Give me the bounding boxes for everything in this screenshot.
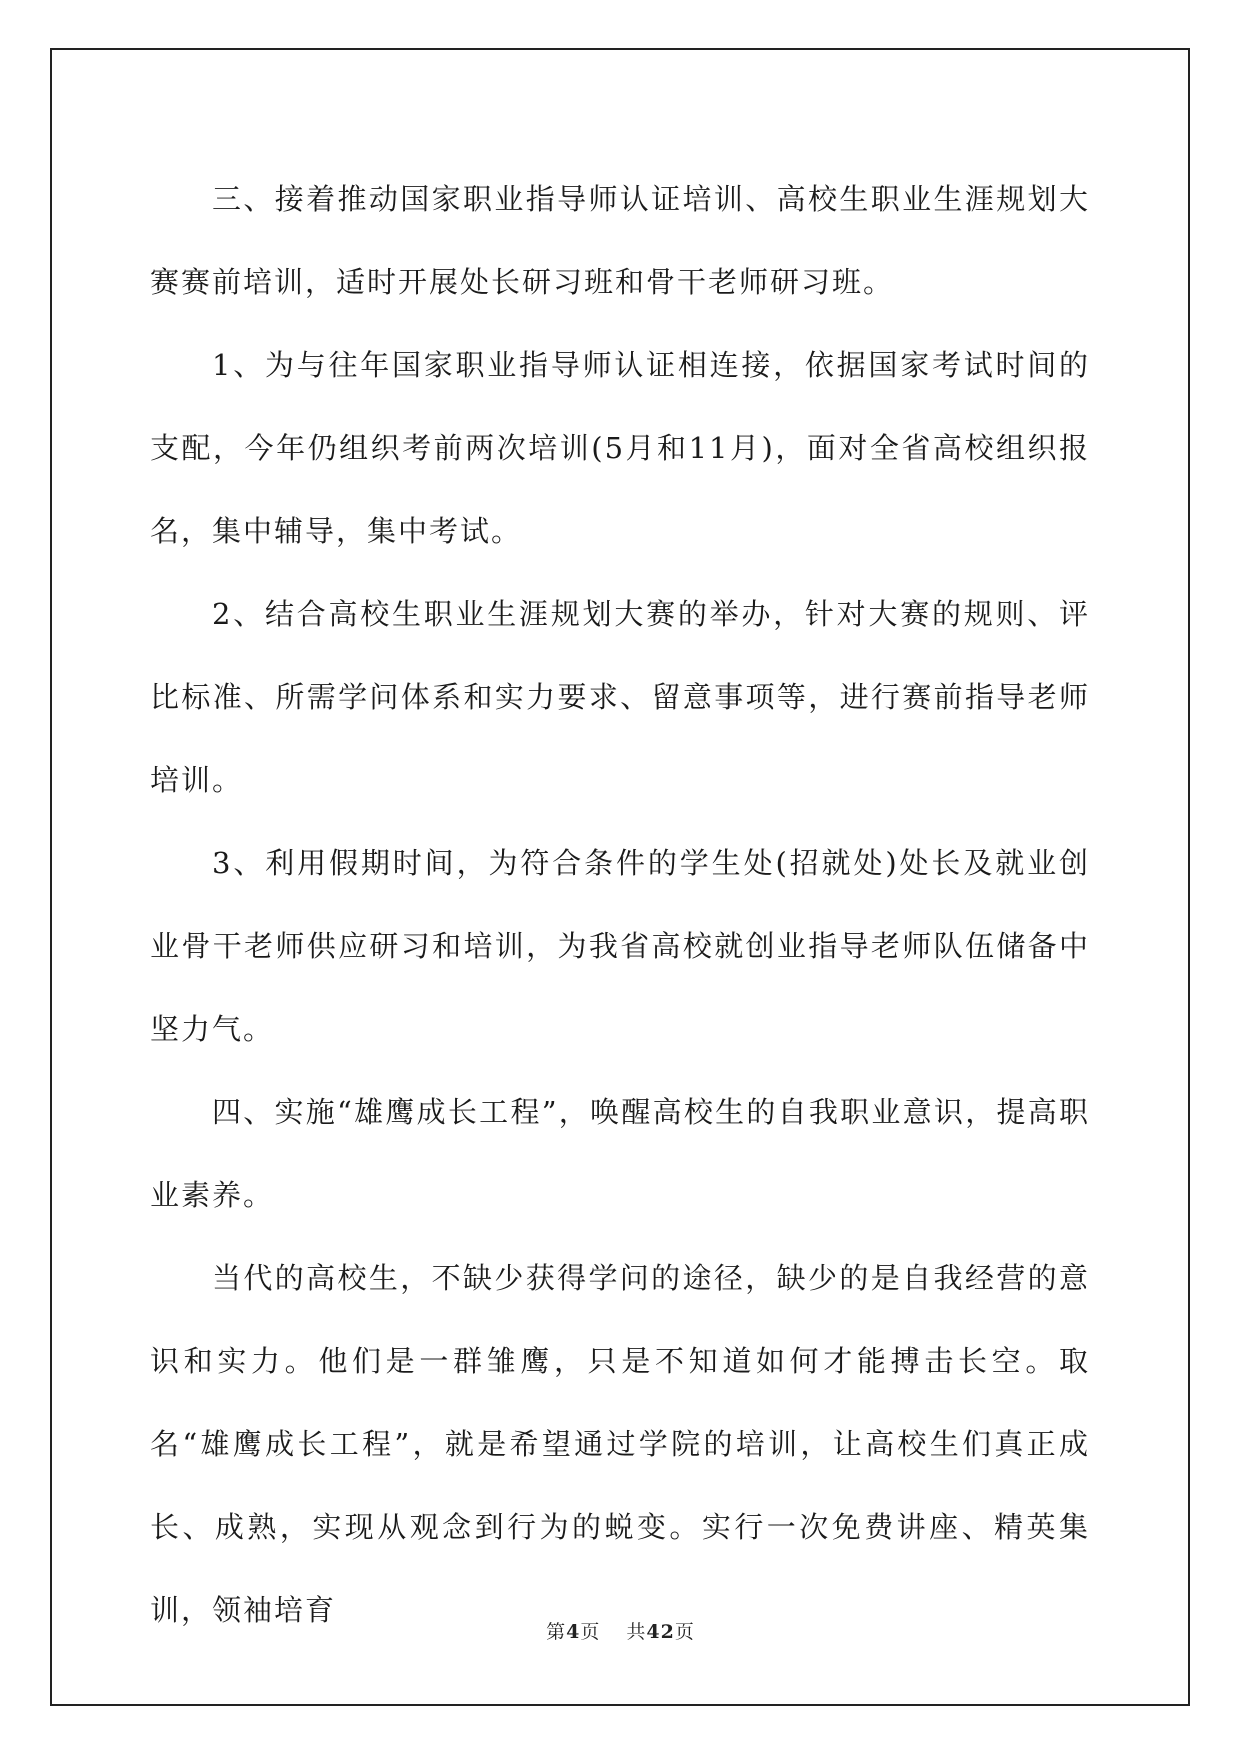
document-body [150, 158, 1090, 1652]
paragraph-item-1: 1、为与往年国家职业指导师认证相连接，依据国家考试时间的支配，今年仍组织考前两次培训(5月和11月)，面对全省高校组织报名，集中辅导，集中考试。 [150, 348, 1090, 548]
total-pages-number: 42 [646, 1621, 675, 1643]
total-prefix: 共 [626, 1621, 647, 1643]
page-suffix: 页 [580, 1621, 601, 1643]
page-footer [0, 1617, 1241, 1644]
paragraph-section-four: 四、实施“雄鹰成长工程”，唤醒高校生的自我职业意识，提高职业素养。 [150, 1095, 1090, 1212]
paragraph-item-3: 3、利用假期时间，为符合条件的学生处(招就处)处长及就业创业骨干老师供应研习和培训，为我省高校就创业指导老师队伍储备中坚力气。 [150, 846, 1090, 1046]
current-page-number: 4 [566, 1621, 581, 1643]
paragraph-item-2: 2、结合高校生职业生涯规划大赛的举办，针对大赛的规则、评比标准、所需学问体系和实力要求、留意事项等，进行赛前指导老师培训。 [150, 597, 1090, 797]
page-prefix: 第 [546, 1621, 567, 1643]
paragraph-eagle-project: 当代的高校生，不缺少获得学问的途径，缺少的是自我经营的意识和实力。他们是一群雏鹰，只是不知道如何才能搏击长空。取名“雄鹰成长工程”，就是希望通过学院的培训，让高校生们真正成长、成熟，实现从观念到行为的蜕变。实行一次免费讲座、精英集训，领袖培育 [150, 1261, 1090, 1627]
paragraph-section-three: 三、接着推动国家职业指导师认证培训、高校生职业生涯规划大赛赛前培训，适时开展处长研习班和骨干老师研习班。 [150, 182, 1090, 299]
total-suffix: 页 [674, 1621, 695, 1643]
